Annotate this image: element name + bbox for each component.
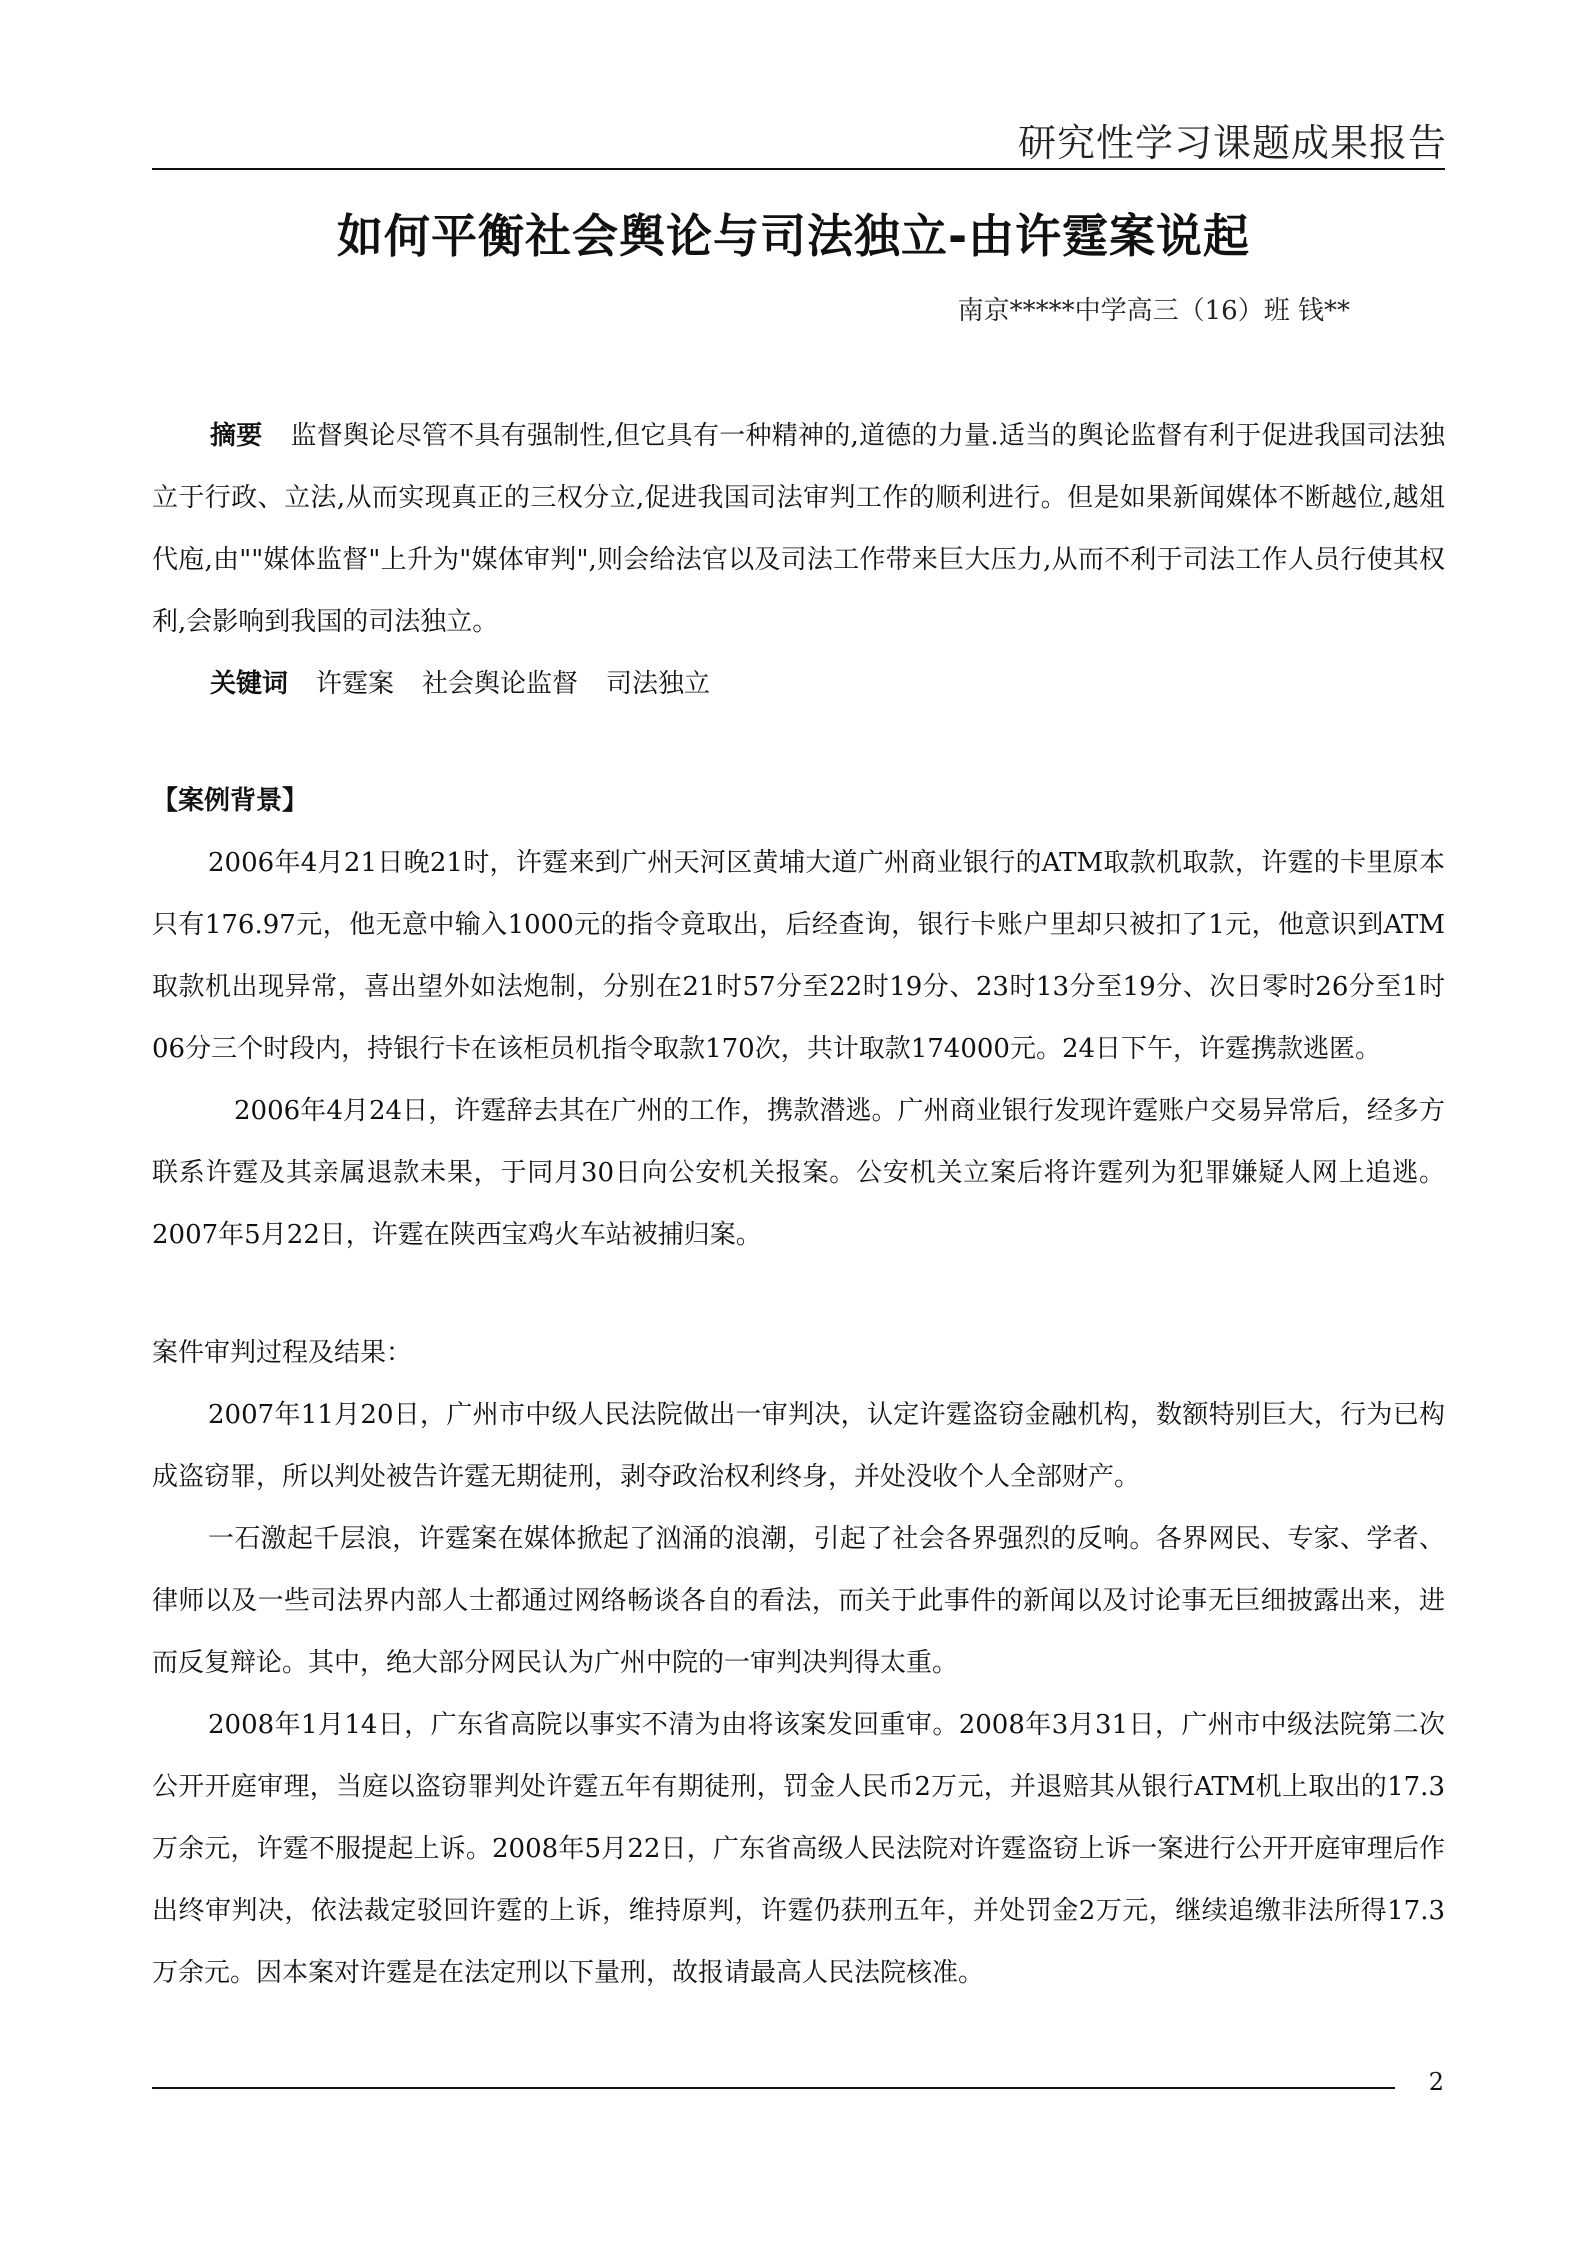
section-heading-background: 【案例背景】 bbox=[152, 786, 309, 816]
header-rule bbox=[152, 168, 1445, 170]
document-title: 如何平衡社会舆论与司法独立-由许霆案说起 bbox=[336, 209, 1251, 263]
keyword: 许霆案 bbox=[316, 669, 395, 699]
paragraph: 2008年1月14日，广东省高院以事实不清为由将该案发回重审。2008年3月31日，广州市中级法院第二次公开开庭审理，当庭以盗窃罪判处许霆五年有期徒刑，罚金人民币2万元，并退赔其从银行ATM机上取出的17.3万余元，许霆不服提起上诉。2008年5月22日，广东省高级人民法院对许霆盗窃上诉一案进行公开开庭审理后作出终审判决，依法裁定驳回许霆的上诉，维持原判，许霆仍获刑五年，并处罚金2万元，继续追缴非法所得17.3万余元。因本案对许霆是在法定刑以下量刑，故报请最高人民法院核准。 bbox=[152, 1710, 1445, 1988]
author-line: 南京*****中学高三（16）班 钱** bbox=[957, 296, 1350, 326]
keyword: 社会舆论监督 bbox=[422, 669, 579, 699]
paragraph: 2006年4月21日晚21时，许霆来到广州天河区黄埔大道广州商业银行的ATM取款机取款，许霆的卡里原本只有176.97元，他无意中输入1000元的指令竟取出，后经查询，银行卡账户里却只被扣了1元，他意识到ATM取款机出现异常，喜出望外如法炮制，分别在21时57分至22时19分、23时13分至19分、次日零时26分至1时06分三个时段内，持银行卡在该柜员机指令取款170次，共计取款174000元。24日下午，许霆携款逃匿。 bbox=[152, 848, 1445, 1064]
abstract-label: 摘要 bbox=[210, 421, 263, 451]
abstract-text: 监督舆论尽管不具有强制性,但它具有一种精神的,道德的力量.适当的舆论监督有利于促进我国司法独立于行政、立法,从而实现真正的三权分立,促进我国司法审判工作的顺利进行。但是如果新闻媒体不断越位,越俎代庖,由""媒体监督"上升为"媒体审判",则会给法官以及司法工作带来巨大压力,从而不利于司法工作人员行使其权利,会影响到我国的司法独立。 bbox=[152, 421, 1445, 637]
section-heading-trial: 案件审判过程及结果： bbox=[152, 1338, 413, 1368]
keywords bbox=[152, 653, 1445, 715]
paragraph: 2007年11月20日，广州市中级人民法院做出一审判决，认定许霆盗窃金融机构，数额特别巨大，行为已构成盗窃罪，所以判处被告许霆无期徒刑，剥夺政治权利终身，并处没收个人全部财产。 bbox=[152, 1400, 1445, 1492]
paragraph: 一石激起千层浪，许霆案在媒体掀起了汹涌的浪潮，引起了社会各界强烈的反响。各界网民、专家、学者、律师以及一些司法界内部人士都通过网络畅谈各自的看法，而关于此事件的新闻以及讨论事无巨细披露出来，进而反复辩论。其中，绝大部分网民认为广州中院的一审判决判得太重。 bbox=[152, 1524, 1445, 1678]
document-body bbox=[152, 405, 1445, 2004]
keyword: 司法独立 bbox=[606, 669, 711, 699]
abstract bbox=[152, 405, 1445, 653]
paragraph: 2006年4月24日，许霆辞去其在广州的工作，携款潜逃。广州商业银行发现许霆账户交易异常后，经多方联系许霆及其亲属退款未果，于同月30日向公安机关报案。公安机关立案后将许霆列为犯罪嫌疑人网上追逃。2007年5月22日，许霆在陕西宝鸡火车站被捕归案。 bbox=[152, 1096, 1445, 1250]
page-number: 2 bbox=[1428, 2068, 1444, 2096]
keywords-label: 关键词 bbox=[210, 669, 289, 699]
running-header: 研究性学习课题成果报告 bbox=[1017, 121, 1447, 165]
footer-rule bbox=[152, 2087, 1395, 2089]
